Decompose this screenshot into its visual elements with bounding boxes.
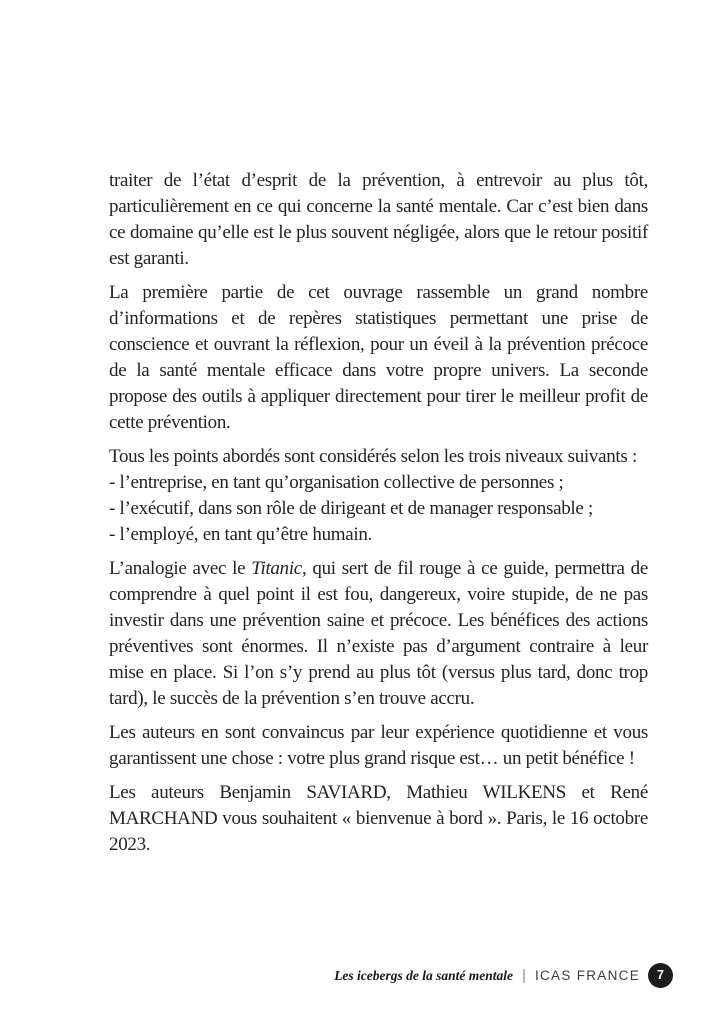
paragraph: Les auteurs Benjamin SAVIARD, Mathieu WILKENS et René MARCHAND vous souhaitent « bienvenue à bord ». Paris, le 16 octobre 2023.	[109, 782, 648, 855]
book-title-reference: Titanic	[251, 558, 302, 579]
paragraph: La première partie de cet ouvrage rassemble un grand nombre d’informations et de repères statistiques permettant une prise de conscience et ouvrant la réflexion, pour un éveil à la prévention précoce de la santé mentale efficace dans votre propre univers. La seconde propose des outils à appliquer directement pour tirer le meilleur profit de cette prévention.	[109, 282, 648, 433]
page-number-badge: 7	[648, 963, 673, 988]
page-body-text	[109, 168, 648, 858]
list-intro: Tous les points abordés sont considérés selon les trois niveaux suivants :	[109, 446, 637, 467]
footer-book-title: Les icebergs de la santé mentale	[334, 967, 514, 983]
paragraph	[109, 556, 648, 712]
footer-publisher: ICAS FRANCE	[534, 968, 640, 983]
paragraph	[109, 444, 648, 548]
paragraph: Les auteurs en sont convaincus par leur expérience quotidienne et vous garantissent une chose : votre plus grand risque est… un petit bénéfice !	[109, 722, 648, 769]
list-item: - l’employé, en tant qu’être humain.	[109, 524, 373, 545]
paragraph: traiter de l’état d’esprit de la prévention, à entrevoir au plus tôt, particulièrement en ce qui concerne la santé mentale. Car c’est bien dans ce domaine qu’elle est le plus souvent négligée, alors que le retour positif est garanti.	[109, 170, 648, 269]
page-footer	[334, 963, 673, 988]
list-item: - l’entreprise, en tant qu’organisation collective de personnes ;	[109, 472, 564, 493]
footer-separator: |	[522, 967, 526, 984]
paragraph-segment: , qui sert de fil rouge à ce guide, permettra de comprendre à quel point il est fou, dangereux, voire stupide, de ne pas investir dans une prévention saine et précoce. Les bénéfices des actions préventives sont énormes. Il n’existe pas d’argument contraire à leur mise en place. Si l’on s’y prend au plus tôt (versus plus tard, donc trop tard), le succès de la prévention s’en trouve accru.	[109, 558, 649, 709]
list-item: - l’exécutif, dans son rôle de dirigeant et de manager responsable ;	[109, 498, 593, 519]
paragraph-segment: L’analogie avec le	[109, 558, 252, 579]
